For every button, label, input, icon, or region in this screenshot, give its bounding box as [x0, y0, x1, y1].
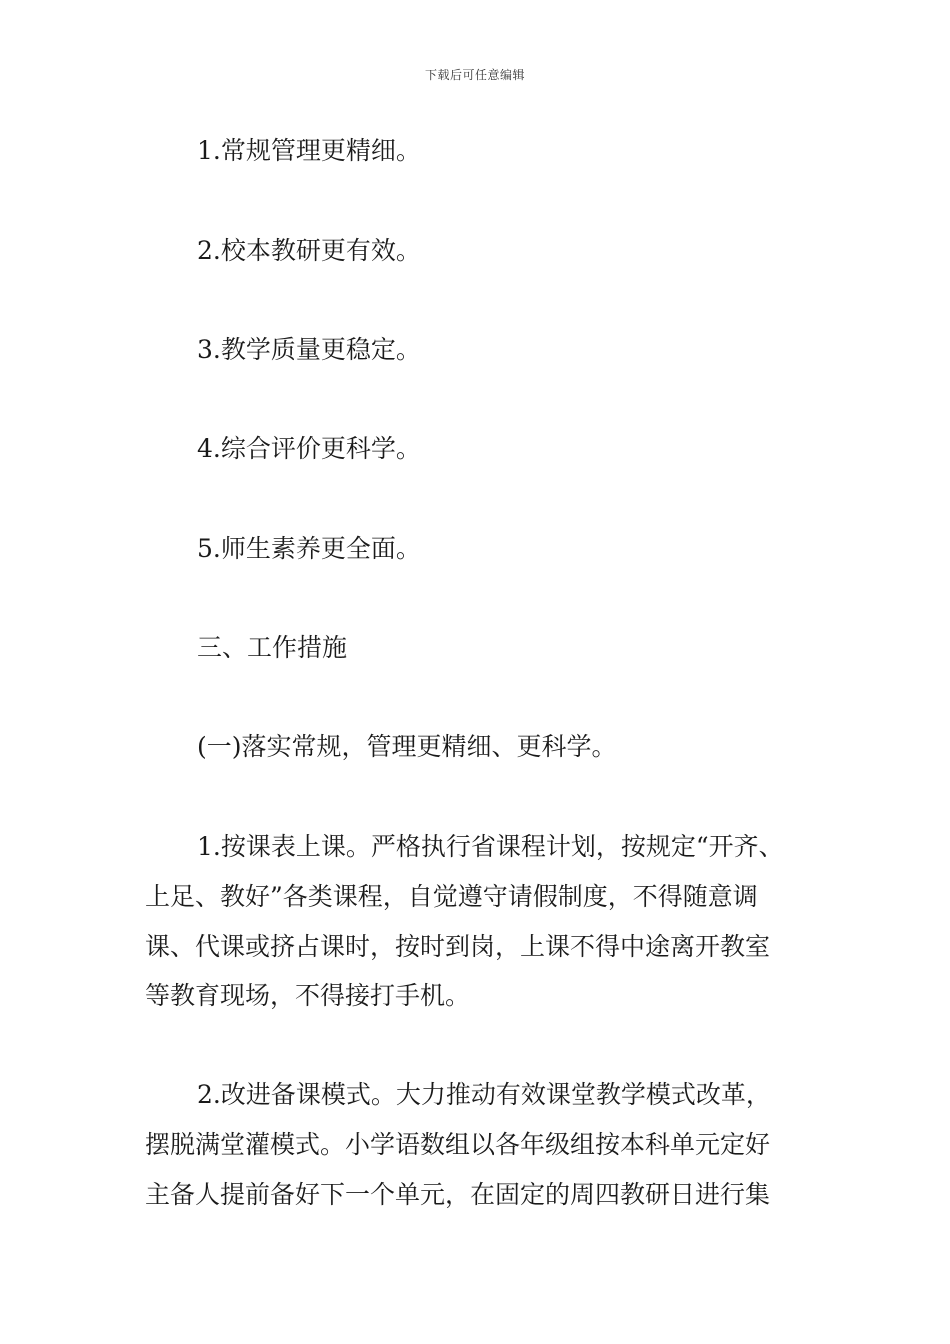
paragraph-2-line-3: 主备人提前备好下一个单元，在固定的周四教研日进行集 [145, 1180, 771, 1209]
paragraph-2-line-2: 摆脱满堂灌模式。小学语数组以各年级组按本科单元定好 [145, 1130, 771, 1159]
goal-item-1: 1.常规管理更精细。 [197, 136, 421, 165]
goal-item-3: 3.教学质量更稳定。 [197, 335, 421, 364]
paragraph-2-line-1: 2.改进备课模式。大力推动有效课堂教学模式改革， [197, 1080, 771, 1109]
page-header-note: 下载后可任意编辑 [424, 68, 525, 82]
paragraph-1-line-2: 上足、教好”各类课程，自觉遵守请假制度，不得随意调 [145, 882, 758, 911]
subsection-heading: (一)落实常规，管理更精细、更科学。 [197, 732, 617, 761]
goal-item-5: 5.师生素养更全面。 [197, 534, 421, 563]
paragraph-1-line-4: 等教育现场，不得接打手机。 [145, 981, 471, 1010]
goal-item-4: 4.综合评价更科学。 [197, 434, 421, 463]
paragraph-1-line-3: 课、代课或挤占课时，按时到岗，上课不得中途离开教室 [145, 932, 771, 961]
paragraph-1-line-1: 1.按课表上课。严格执行省课程计划，按规定“开齐、 [197, 832, 784, 861]
section-heading: 三、工作措施 [197, 633, 348, 662]
goal-item-2: 2.校本教研更有效。 [197, 236, 421, 265]
